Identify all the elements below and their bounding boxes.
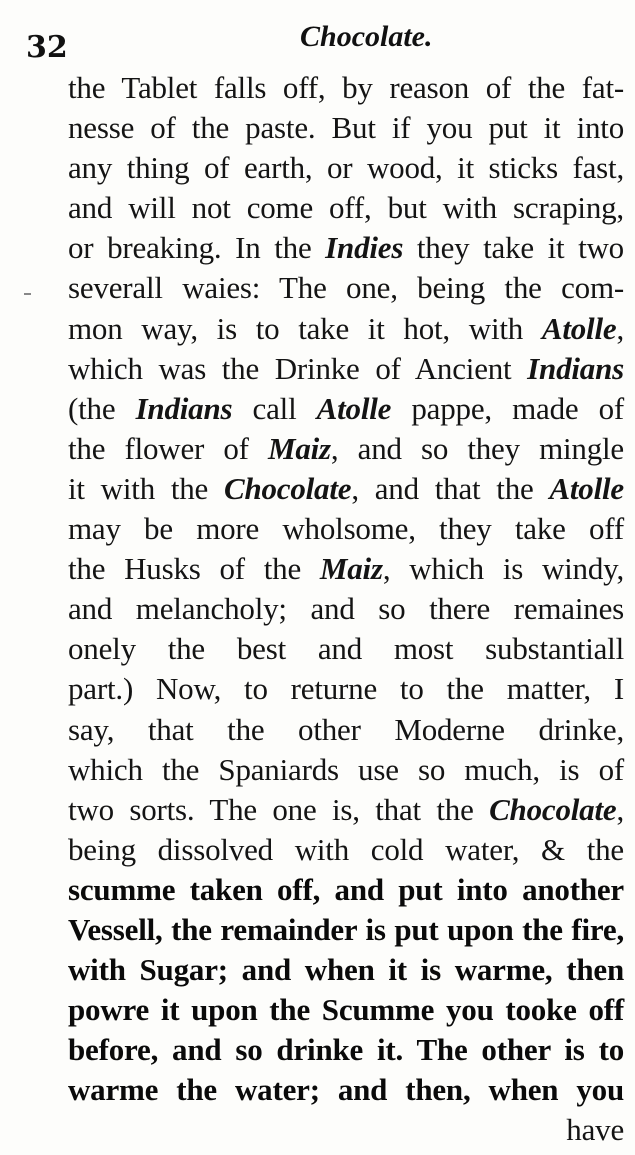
text-line: [68, 1110, 624, 1150]
text-line: [68, 148, 624, 188]
italic-word: Indians: [135, 390, 233, 426]
page-number: 32: [26, 30, 68, 65]
text-line: [68, 950, 624, 990]
italic-word: Indies: [325, 230, 404, 266]
text-segment: have: [566, 1112, 624, 1148]
text-line: [68, 750, 624, 790]
text-segment: and will not come off, but with scraping,: [68, 190, 624, 226]
italic-word: Atolle: [316, 390, 392, 426]
text-line: [68, 389, 624, 429]
text-segment: powre it upon the Scumme you tooke off: [68, 992, 624, 1028]
text-segment: , and that the: [351, 470, 550, 506]
italic-word: Maiz: [319, 551, 383, 587]
text-line: [68, 589, 624, 629]
text-segment: , and so they mingle: [330, 430, 624, 466]
text-line: [68, 349, 624, 389]
text-segment: and melancholy; and so there remaines: [68, 591, 624, 627]
text-segment: (the: [68, 390, 136, 426]
text-segment: the Husks of the: [68, 551, 320, 587]
text-segment: ,: [616, 791, 624, 827]
text-segment: scumme taken off, and put into another: [68, 871, 624, 907]
text-segment: say, that the other Moderne drinke,: [68, 711, 624, 747]
italic-word: Chocolate: [489, 791, 617, 827]
text-line: [68, 1070, 624, 1110]
text-line: [68, 830, 624, 870]
text-segment: it with the: [68, 470, 224, 506]
italic-word: Chocolate: [223, 470, 352, 506]
text-line: [68, 910, 624, 950]
text-line: [68, 188, 624, 228]
text-line: [68, 469, 624, 509]
text-segment: or breaking. In the: [68, 230, 326, 266]
text-segment: the Tablet falls off, by reason of the fat-: [68, 70, 624, 105]
body-text: [68, 68, 624, 1151]
text-line: [68, 549, 624, 589]
text-segment: , which is windy,: [382, 551, 624, 587]
text-segment: nesse of the paste. But if you put it into: [68, 110, 624, 146]
margin-speck: [24, 293, 31, 295]
text-line: [68, 990, 624, 1030]
text-line: [68, 1030, 624, 1070]
text-segment: Vessell, the remainder is put upon the fire,: [68, 911, 624, 947]
text-segment: being dissolved with cold water, & the: [68, 831, 624, 867]
italic-word: Atolle: [541, 310, 617, 346]
text-segment: two sorts. The one is, that the: [68, 791, 490, 827]
text-segment: may be more wholsome, they take off: [68, 511, 624, 547]
text-line: [68, 629, 624, 669]
text-segment: which the Spaniards use so much, is of: [68, 751, 624, 787]
text-segment: with Sugar; and when it is warme, then: [68, 952, 624, 988]
text-segment: pappe, made of: [391, 390, 624, 426]
italic-word: Indians: [527, 350, 624, 386]
text-line: [68, 669, 624, 709]
text-segment: ,: [616, 310, 624, 346]
text-segment: call: [232, 390, 317, 426]
text-segment: which was the Drinke of Ancient: [68, 350, 528, 386]
text-segment: the flower of: [68, 430, 268, 466]
text-segment: onely the best and most substantiall: [68, 631, 624, 667]
text-line: [68, 228, 624, 268]
text-segment: mon way, is to take it hot, with: [68, 310, 542, 346]
text-line: [68, 870, 624, 910]
text-line: [68, 509, 624, 549]
text-segment: before, and so drinke it. The other is to: [68, 1032, 624, 1068]
text-segment: any thing of earth, or wood, it sticks fast,: [68, 150, 624, 186]
text-line: [68, 710, 624, 750]
text-line: [68, 68, 624, 108]
text-segment: warme the water; and then, when you: [68, 1072, 624, 1108]
italic-word: Maiz: [267, 430, 331, 466]
text-line: [68, 429, 624, 469]
text-line: [68, 790, 624, 830]
text-line: [68, 268, 624, 308]
text-segment: severall waies: The one, being the com-: [68, 270, 624, 306]
text-segment: they take it two: [403, 230, 624, 266]
text-line: [68, 309, 624, 349]
running-head: Chocolate.: [300, 20, 433, 53]
italic-word: Atolle: [549, 470, 624, 506]
text-segment: part.) Now, to returne to the matter, I: [68, 671, 624, 707]
text-line: [68, 108, 624, 148]
